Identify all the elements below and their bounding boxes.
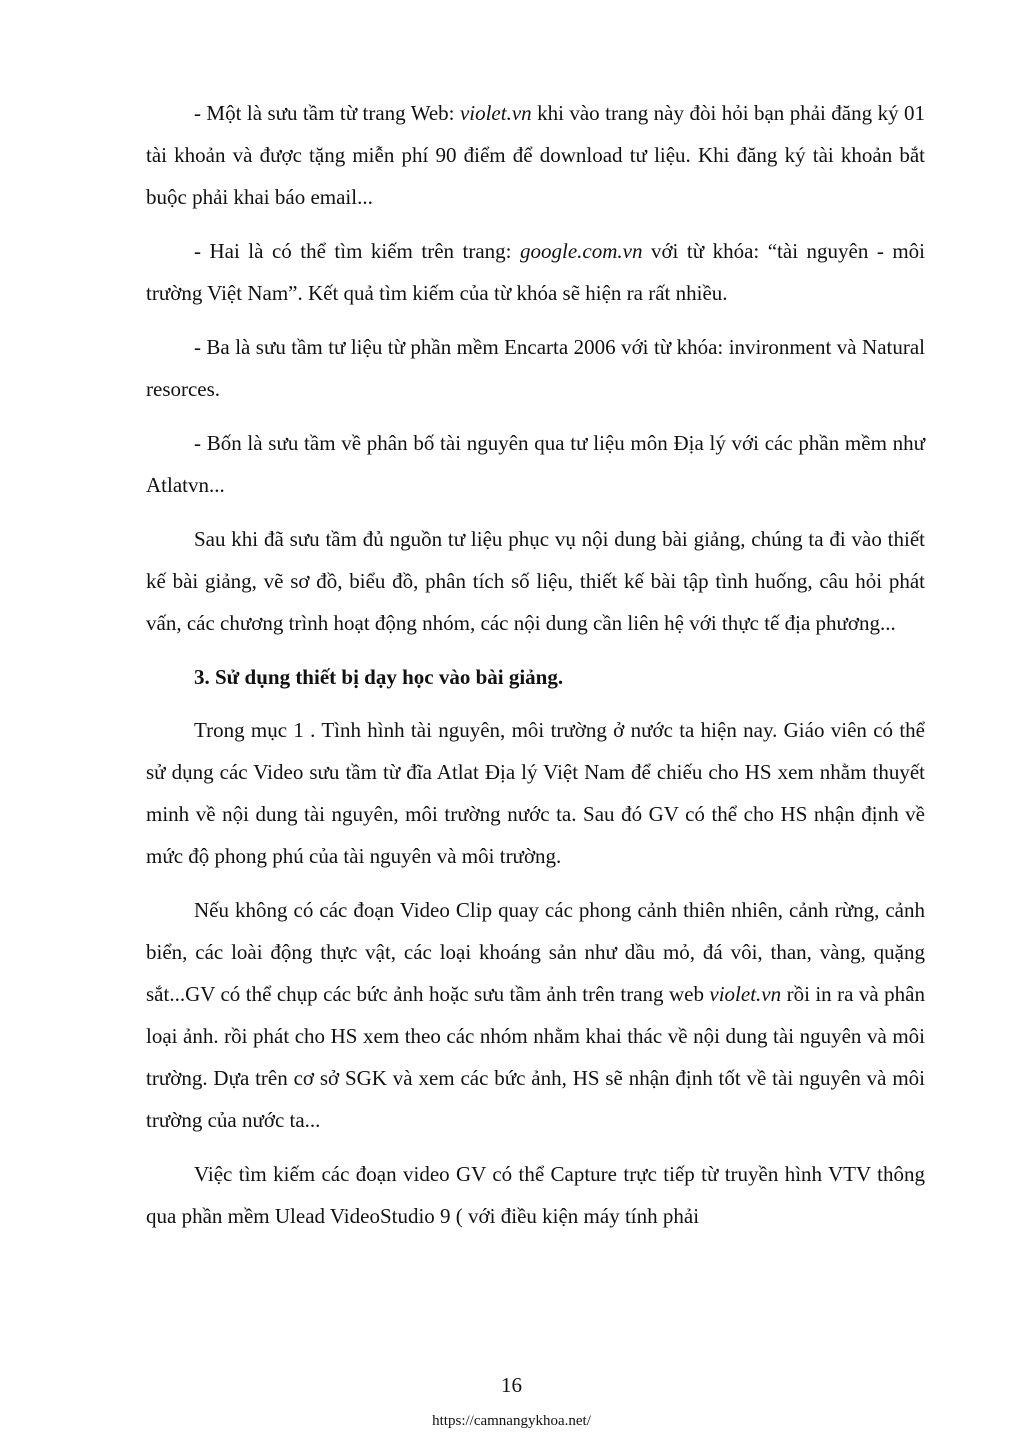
paragraph-text: với từ khóa: “tài nguyên - môi trường Việt Nam”. Kết quả tìm kiếm của từ khóa sẽ hiện ra rất nhiều.	[146, 239, 925, 305]
paragraph-source-google	[146, 230, 925, 314]
paragraph-text: khi vào trang này đòi hỏi bạn phải đăng ký 01 tài khoản và được tặng miễn phí 90 điểm để download tư liệu. Khi đăng ký tài khoản bắt buộc phải khai báo email...	[146, 101, 925, 209]
paragraph-text: - Hai là có thể tìm kiếm trên trang:	[194, 239, 520, 263]
paragraph-source-violet	[146, 92, 925, 218]
site-name-violet: violet.vn	[709, 982, 782, 1006]
paragraph-source-encarta: - Ba là sưu tầm tư liệu từ phần mềm Encarta 2006 với từ khóa: invironment và Natural resorces.	[146, 335, 925, 401]
site-name-violet: violet.vn	[459, 101, 532, 125]
page-number: 16	[501, 1373, 522, 1397]
paragraph-text: Nếu không có các đoạn Video Clip quay các phong cảnh thiên nhiên, cảnh rừng, cảnh biển, các loài động thực vật, các loại khoáng sản như dầu mỏ, đá vôi, than, vàng, quặng sắt...GV có thể chụp các bức ảnh hoặc sưu tầm ảnh trên trang web	[146, 898, 925, 1006]
footer-url: https://camnangykhoa.net/	[432, 1413, 591, 1429]
paragraph-lesson-design: Sau khi đã sưu tầm đủ nguồn tư liệu phục vụ nội dung bài giảng, chúng ta đi vào thiết kế bài giảng, vẽ sơ đồ, biểu đồ, phân tích số liệu, thiết kế bài tập tình huống, câu hỏi phát vấn, các chương trình hoạt động nhóm, các nội dung cần liên hệ với thực tế địa phương...	[146, 527, 925, 635]
section-heading: 3. Sử dụng thiết bị dạy học vào bài giảng.	[194, 665, 564, 689]
paragraph-video-usage: Trong mục 1 . Tình hình tài nguyên, môi trường ở nước ta hiện nay. Giáo viên có thể sử dụng các Video sưu tầm từ đĩa Atlat Địa lý Việt Nam để chiếu cho HS xem nhằm thuyết minh về nội dung tài nguyên, môi trường nước ta. Sau đó GV có thể cho HS nhận định về mức độ phong phú của tài nguyên và môi trường.	[146, 718, 925, 868]
site-name-google: google.com.vn	[519, 239, 643, 263]
paragraph-photo-usage	[146, 889, 925, 1141]
paragraph-text: rồi in ra và phân loại ảnh. rồi phát cho HS xem theo các nhóm nhằm khai thác về nội dung tài nguyên và môi trường. Dựa trên cơ sở SGK và xem các bức ảnh, HS sẽ nhận định tốt về tài nguyên và môi trường của nước ta...	[146, 982, 925, 1132]
document-body	[146, 92, 925, 1249]
paragraph-source-atlatvn: - Bốn là sưu tầm về phân bố tài nguyên qua tư liệu môn Địa lý với các phần mềm như Atlatvn...	[146, 431, 925, 497]
paragraph-text: - Một là sưu tầm từ trang Web:	[194, 101, 460, 125]
paragraph-video-capture: Việc tìm kiếm các đoạn video GV có thể Capture trực tiếp từ truyền hình VTV thông qua phần mềm Ulead VideoStudio 9 ( với điều kiện máy tính phải	[146, 1162, 925, 1228]
